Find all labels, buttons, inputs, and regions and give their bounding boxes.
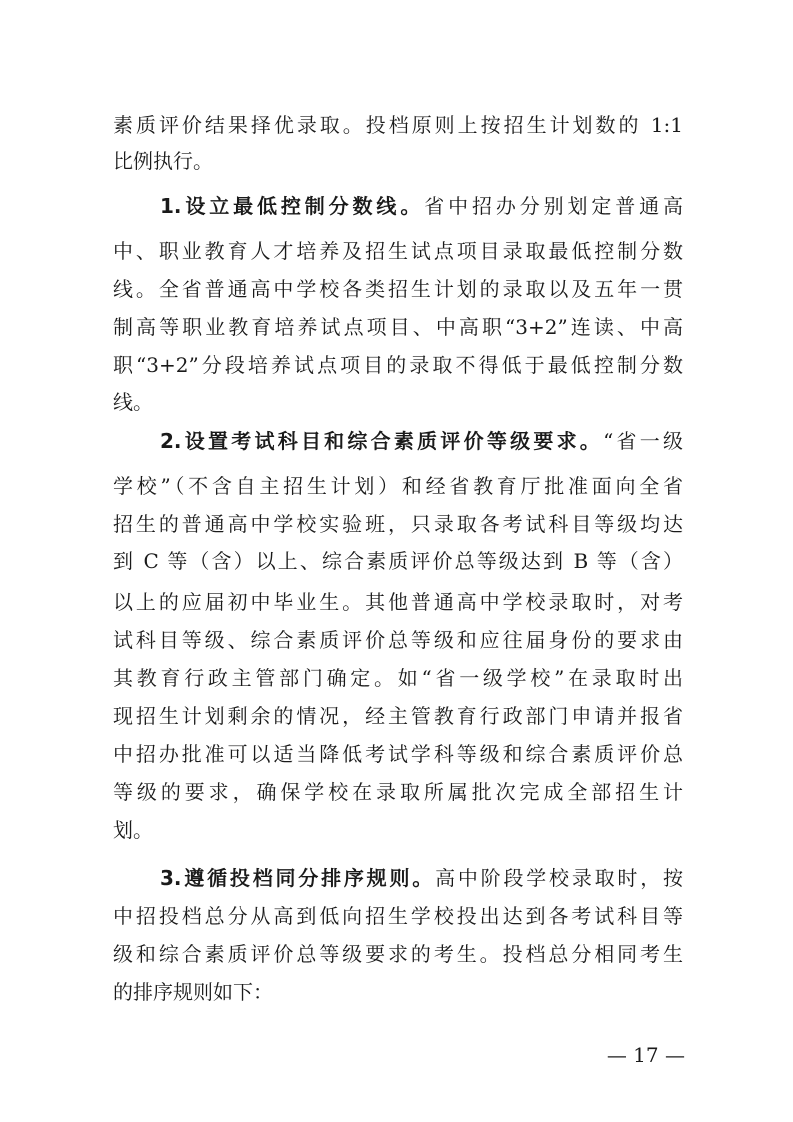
section-1-first-line — [160, 183, 683, 229]
paragraph-line: 中招投档总分从高到低向招生学校投出达到各考试科目等 — [113, 904, 683, 928]
paragraph-text: 高中阶段学校录取时，按 — [435, 866, 684, 890]
paragraph-line: 级和综合素质评价总等级要求的考生。投档总分相同考生 — [113, 942, 683, 966]
paragraph-line: 其教育行政主管部门确定。如“省一级学校”在录取时出 — [113, 666, 683, 690]
paragraph-text: 省中招办分别划定普通高 — [424, 194, 684, 218]
paragraph-line: 素质评价结果择优录取。投档原则上按招生计划数的 1:1 — [113, 113, 683, 137]
paragraph-line: 到 C 等（含）以上、综合素质评价总等级达到 B 等（含） — [113, 549, 683, 573]
paragraph-line: 以上的应届初中毕业生。其他普通高中学校录取时，对考 — [113, 590, 683, 614]
paragraph-line: 的排序规则如下： — [113, 980, 273, 1004]
section-2-first-line — [160, 418, 683, 464]
paragraph-line: 制高等职业教育培养试点项目、中高职“3+2”连读、中高 — [113, 315, 683, 339]
paragraph-line: 线。 — [113, 390, 153, 414]
paragraph-line: 等级的要求，确保学校在录取所属批次完成全部招生计 — [113, 780, 683, 804]
paragraph-line: 职“3+2”分段培养试点项目的录取不得低于最低控制分数 — [113, 353, 683, 377]
paragraph-line: 中、职业教育人才培养及招生试点项目录取最低控制分数 — [113, 239, 683, 263]
section-1-heading: 1.设立最低控制分数线。 — [160, 194, 425, 218]
paragraph-line: 试科目等级、综合素质评价总等级和应往届身份的要求由 — [113, 628, 683, 652]
section-2-heading: 2.设置考试科目和综合素质评价等级要求。 — [160, 429, 604, 453]
paragraph-line: 现招生计划剩余的情况，经主管教育行政部门申请并报省 — [113, 704, 683, 728]
paragraph-line: 中招办批准可以适当降低考试学科等级和综合素质评价总 — [113, 742, 683, 766]
paragraph-text: “省一级 — [603, 429, 684, 453]
page-number: — 17 — — [606, 1043, 685, 1067]
paragraph-line: 招生的普通高中学校实验班，只录取各考试科目等级均达 — [113, 512, 683, 536]
paragraph-line: 学校”（不含自主招生计划）和经省教育厅批准面向全省 — [113, 474, 683, 498]
section-3-heading: 3.遵循投档同分排序规则。 — [160, 866, 436, 890]
paragraph-line: 划。 — [113, 818, 153, 842]
paragraph-line: 比例执行。 — [113, 149, 213, 173]
paragraph-line: 线。全省普通高中学校各类招生计划的录取以及五年一贯 — [113, 277, 683, 301]
